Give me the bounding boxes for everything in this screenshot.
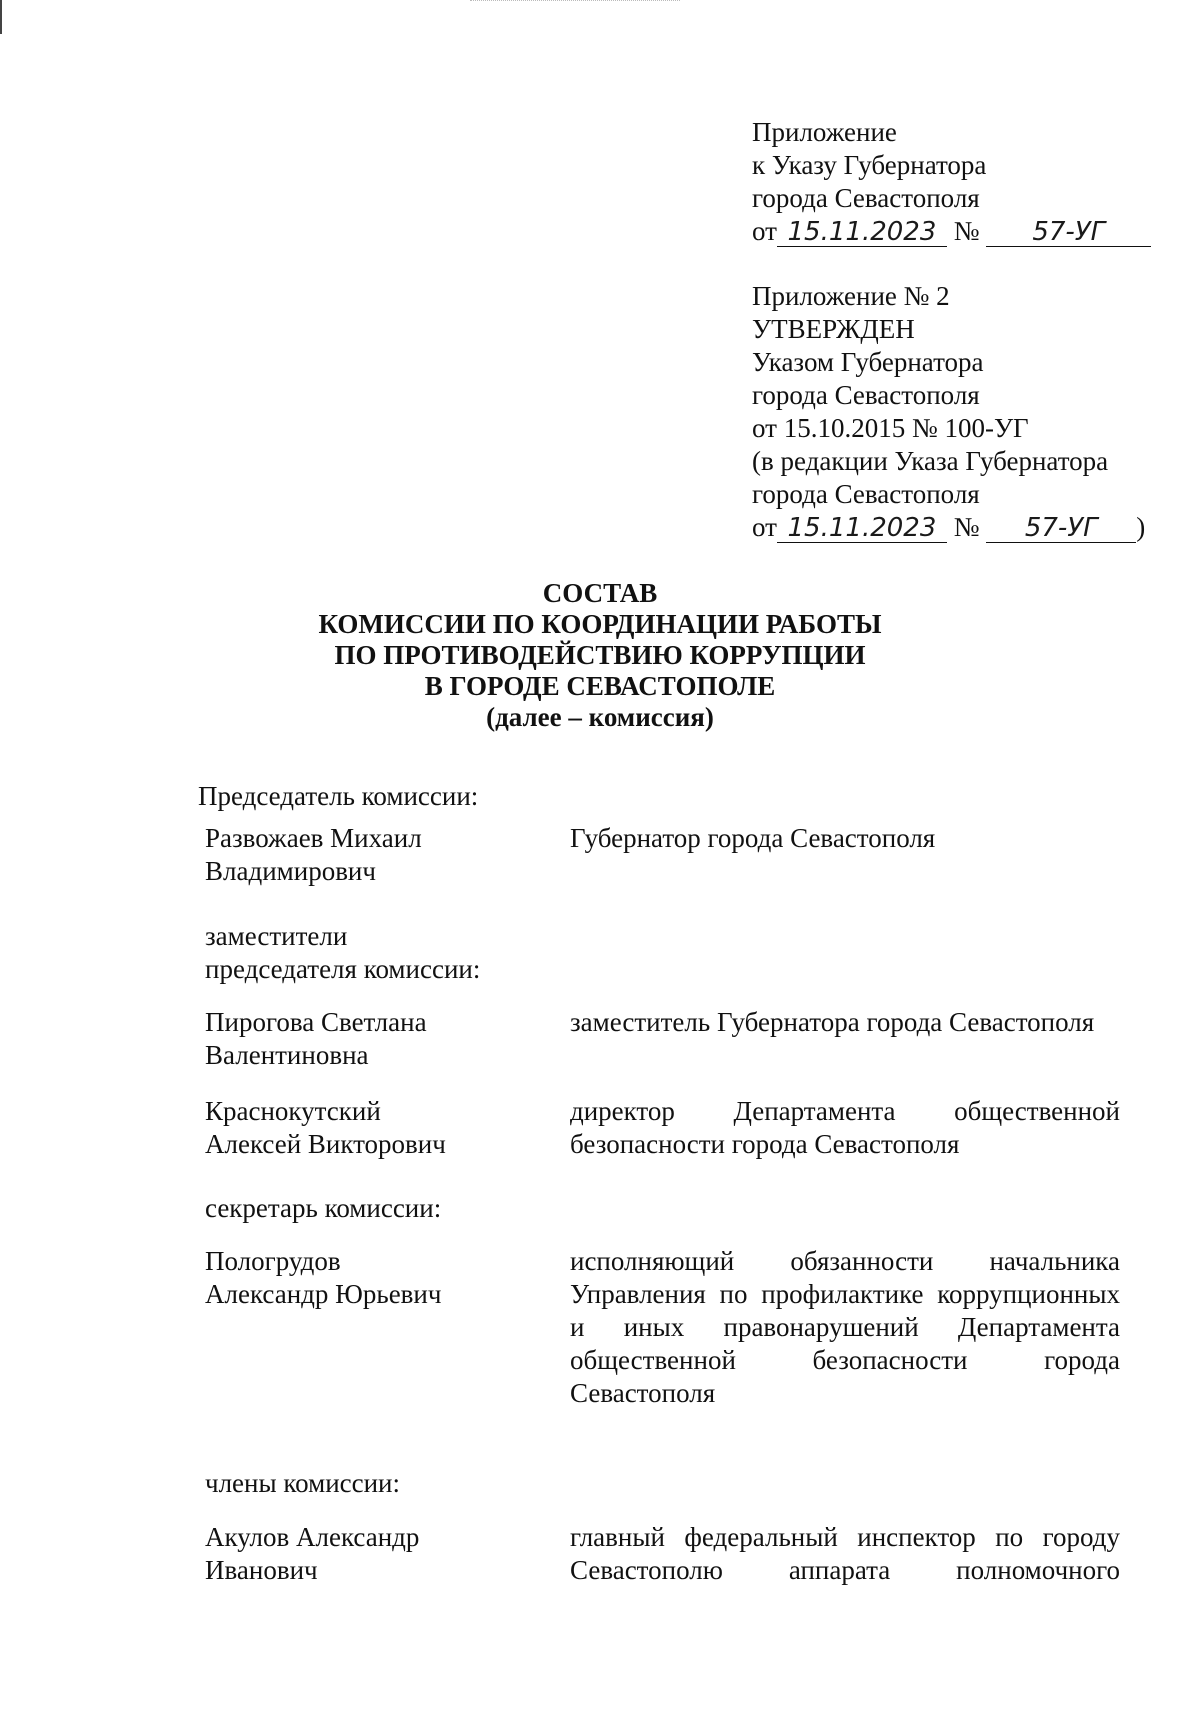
chair-label: Председатель комиссии: bbox=[198, 781, 479, 811]
scan-artifact bbox=[470, 0, 680, 4]
title-line: (далее – комиссия) bbox=[486, 702, 714, 732]
deputies-label: председателя комиссии: bbox=[205, 954, 481, 984]
title-line: В ГОРОДЕ СЕВАСТОПОЛЕ bbox=[424, 671, 776, 701]
title-line: СОСТАВ bbox=[542, 578, 658, 608]
members-label: члены комиссии: bbox=[205, 1468, 401, 1498]
stamp-line: города Севастополя bbox=[752, 183, 980, 213]
scan-edge-mark bbox=[0, 0, 2, 34]
approval-stamp bbox=[752, 280, 1145, 544]
stamp-line: Приложение bbox=[752, 117, 897, 147]
member-name: Пологрудов Александр Юрьевич bbox=[205, 1246, 442, 1309]
handwritten-date: 15.11.2023 bbox=[777, 514, 947, 543]
member-position: Губернатор города Севастополя bbox=[570, 823, 936, 853]
member-position: заместитель Губернатора города Севастополя bbox=[570, 1007, 1095, 1037]
handwritten-date: 15.11.2023 bbox=[777, 218, 947, 247]
title-line: КОМИССИИ ПО КООРДИНАЦИИ РАБОТЫ bbox=[318, 609, 882, 639]
appendix-stamp bbox=[752, 116, 1151, 248]
stamp-date-line bbox=[752, 511, 1145, 544]
stamp-ot: от bbox=[752, 216, 777, 246]
member-position: директор Департамента общественной безопасности города Севастополя bbox=[570, 1096, 1120, 1159]
stamp-date-line bbox=[752, 215, 1151, 248]
member-name: Пирогова Светлана Валентиновна bbox=[205, 1007, 427, 1070]
stamp-line: УТВЕРЖДЕН bbox=[752, 314, 915, 344]
stamp-line: города Севастополя bbox=[752, 380, 980, 410]
stamp-line: к Указу Губернатора bbox=[752, 150, 987, 180]
stamp-line: от 15.10.2015 № 100-УГ bbox=[752, 413, 1029, 443]
stamp-line: города Севастополя bbox=[752, 479, 980, 509]
handwritten-number: 57-УГ bbox=[986, 218, 1151, 247]
member-name: Акулов Александр Иванович bbox=[205, 1522, 420, 1585]
handwritten-number: 57-УГ bbox=[986, 514, 1136, 543]
stamp-ot: от bbox=[752, 512, 777, 542]
document-title bbox=[0, 578, 1200, 733]
member-name: Краснокутский Алексей Викторович bbox=[205, 1096, 446, 1159]
member-position: исполняющий обязанности начальника Управления по профилактике коррупционных и иных правонарушений Департамента общественной безопасности города Севастополя bbox=[570, 1246, 1120, 1408]
stamp-line: (в редакции Указа Губернатора bbox=[752, 446, 1109, 476]
deputies-label: заместители bbox=[205, 921, 348, 951]
secretary-label: секретарь комиссии: bbox=[205, 1193, 442, 1223]
member-name: Развожаев Михаил Владимирович bbox=[205, 823, 422, 886]
closing-paren: ) bbox=[1136, 512, 1146, 542]
stamp-no: № bbox=[953, 216, 980, 246]
stamp-no: № bbox=[953, 512, 980, 542]
stamp-line: Указом Губернатора bbox=[752, 347, 984, 377]
member-position: главный федеральный инспектор по городу Севастополю аппарата полномочного bbox=[570, 1522, 1120, 1585]
title-line: ПО ПРОТИВОДЕЙСТВИЮ КОРРУПЦИИ bbox=[334, 640, 866, 670]
stamp-line: Приложение № 2 bbox=[752, 281, 950, 311]
